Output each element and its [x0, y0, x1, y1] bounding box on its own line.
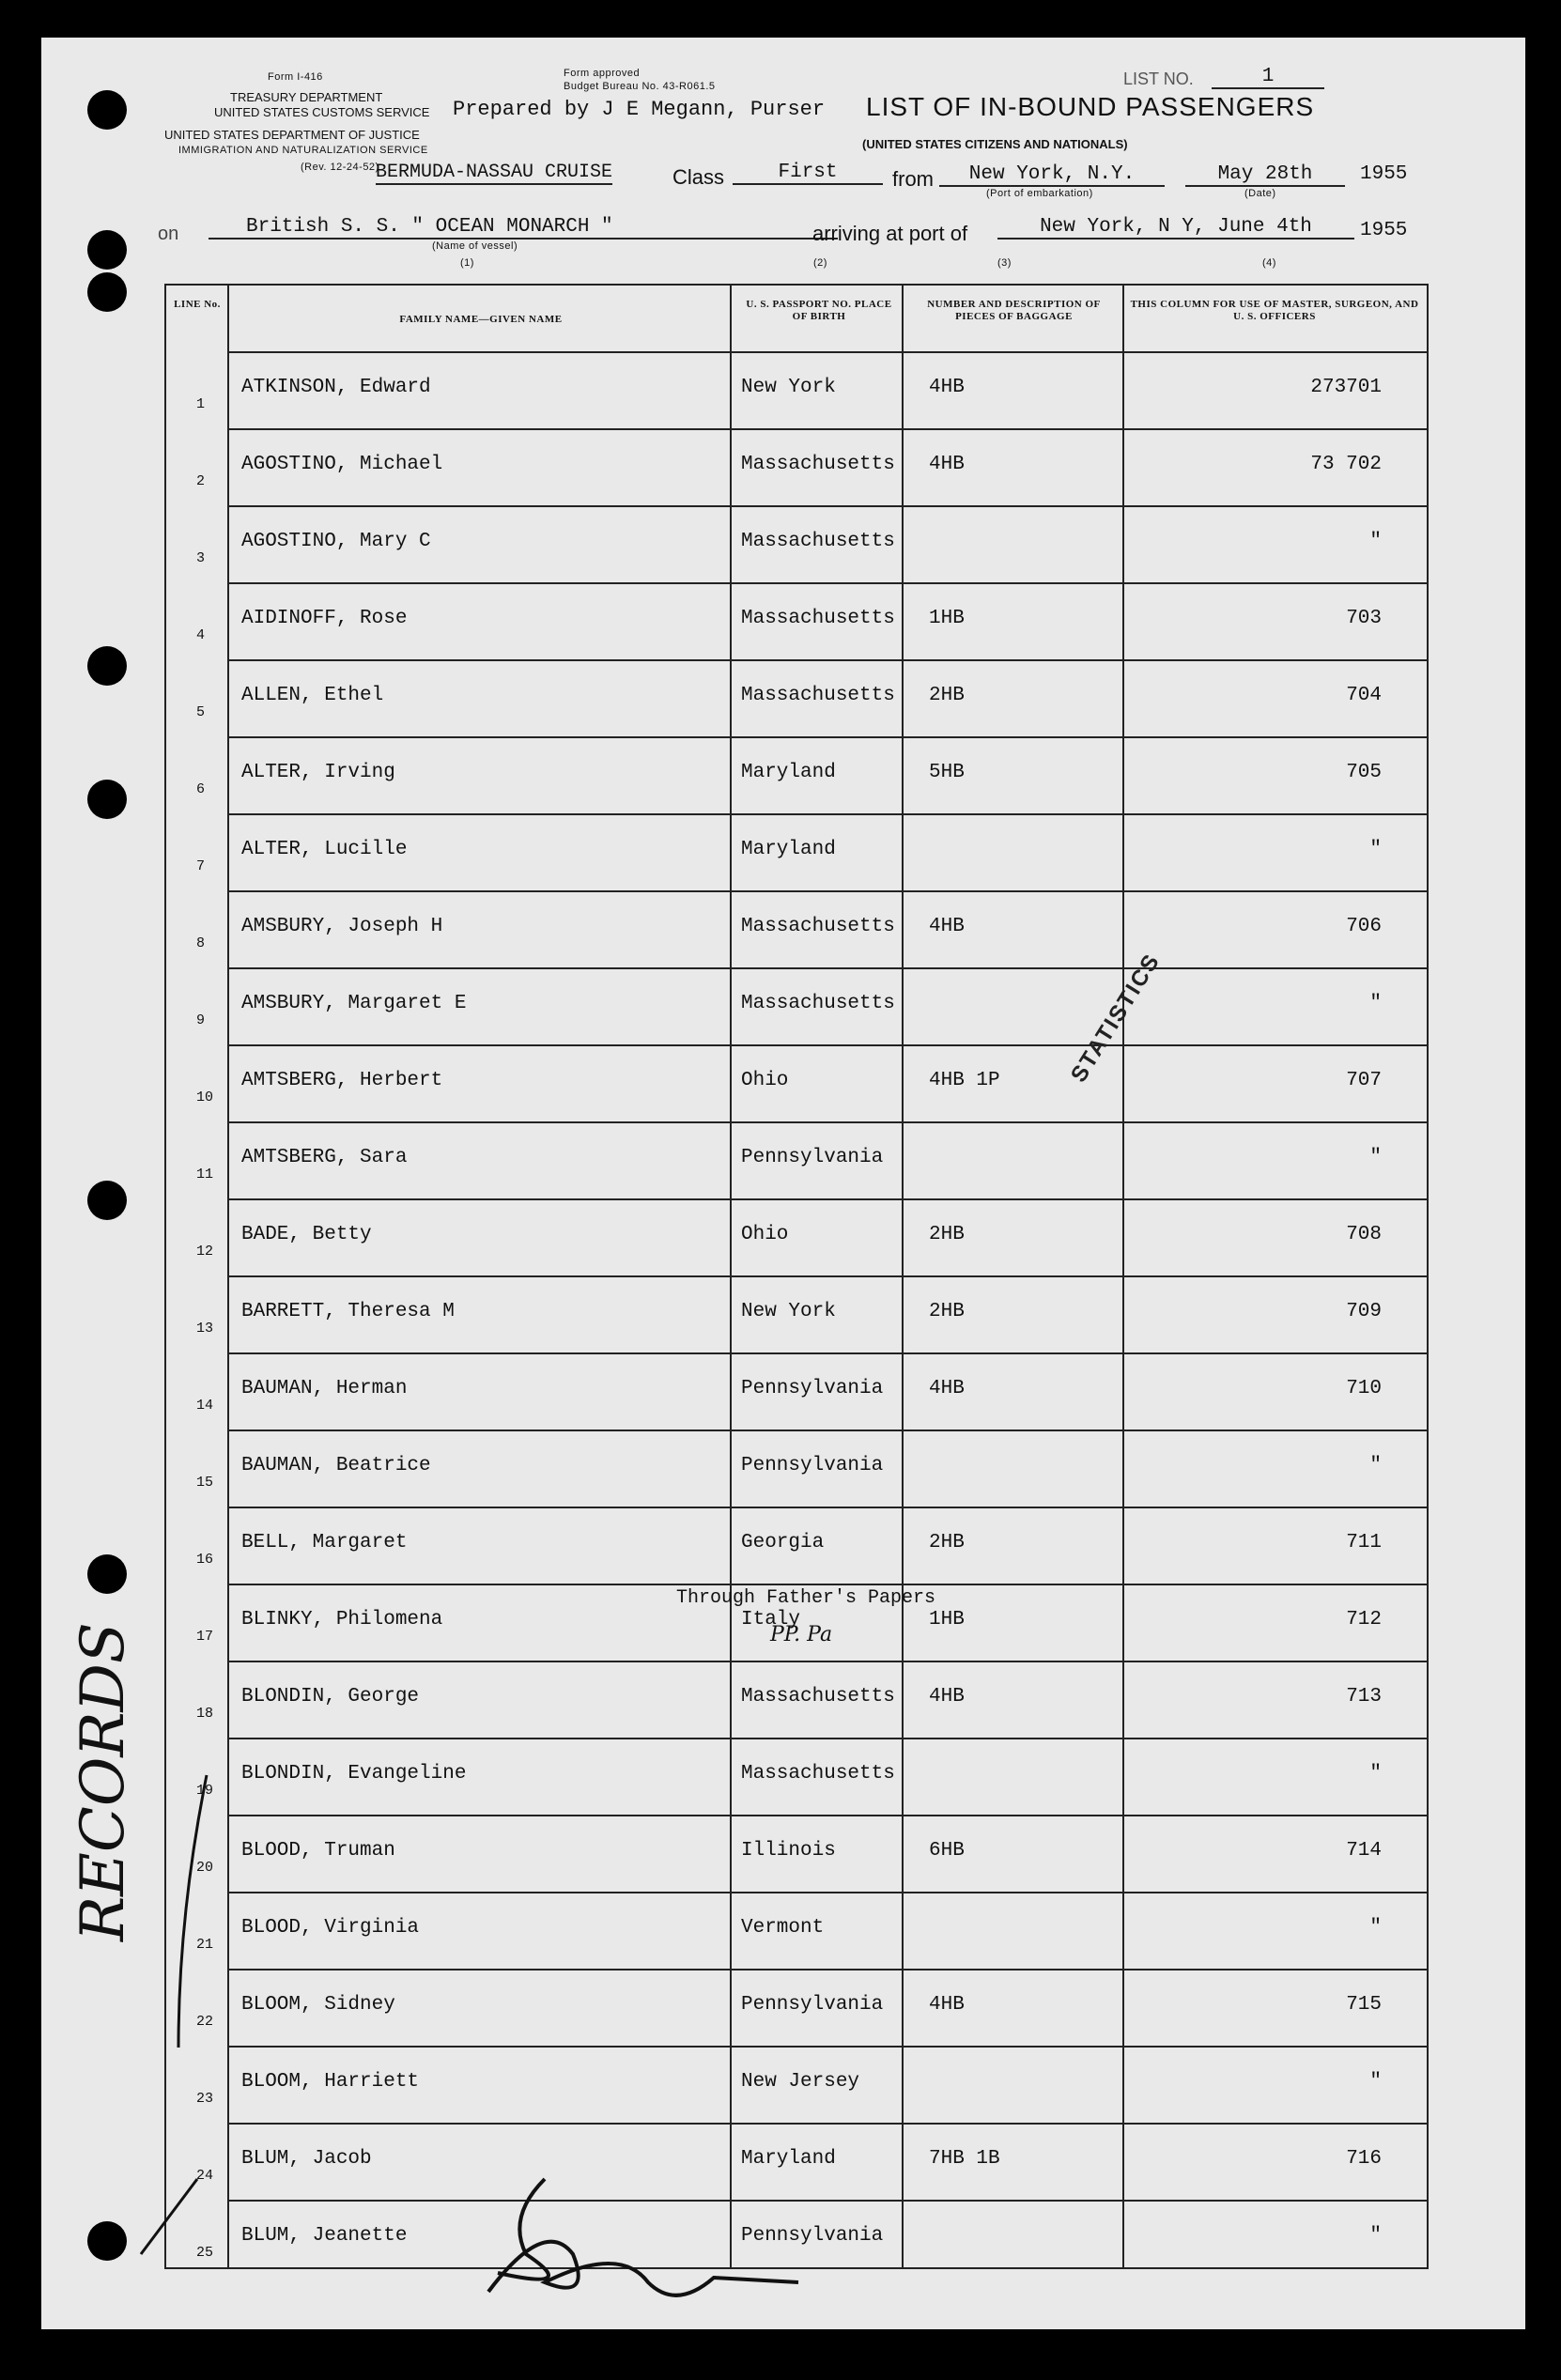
- prepared-by: Prepared by J E Megann, Purser: [453, 98, 826, 121]
- punch-hole: [87, 272, 127, 312]
- line-number: 23: [196, 2091, 214, 2107]
- table-row: [166, 351, 1427, 428]
- officer-number: 707: [1346, 1070, 1382, 1091]
- baggage: 2HB: [929, 1224, 965, 1245]
- place-of-birth: Maryland: [741, 762, 836, 783]
- officer-number: 708: [1346, 1224, 1382, 1245]
- officer-number: ": [1369, 1455, 1382, 1476]
- signature-stroke: [488, 2242, 798, 2295]
- passenger-name: AGOSTINO, Mary C: [241, 531, 431, 552]
- line-number: 6: [196, 781, 206, 797]
- place-of-birth: Maryland: [741, 2148, 836, 2170]
- line-number: 9: [196, 1012, 206, 1028]
- line-number: 1: [196, 396, 206, 412]
- place-of-birth: Pennsylvania: [741, 1994, 884, 2016]
- officer-number: 716: [1346, 2148, 1382, 2170]
- place-of-birth: Ohio: [741, 1224, 789, 1245]
- place-of-birth: Maryland: [741, 839, 836, 860]
- date-value: May 28th: [1185, 163, 1345, 187]
- place-of-birth: Massachusetts: [741, 454, 895, 475]
- punch-hole: [87, 780, 127, 819]
- baggage: 4HB: [929, 377, 965, 398]
- line-number: 8: [196, 935, 206, 951]
- place-of-birth: Illinois: [741, 1840, 836, 1862]
- place-of-birth: Pennsylvania: [741, 2225, 884, 2247]
- place-of-birth: Massachusetts: [741, 916, 895, 937]
- place-of-birth: Vermont: [741, 1917, 825, 1939]
- line-number: 2: [196, 473, 206, 489]
- table-row: [166, 890, 1427, 967]
- arriving-label: arriving at port of: [812, 222, 968, 245]
- passenger-name: AIDINOFF, Rose: [241, 608, 408, 629]
- year-2: 1955: [1360, 220, 1408, 241]
- statistics-stamp: STATISTICS: [1065, 949, 1166, 1088]
- department-of-justice: UNITED STATES DEPARTMENT OF JUSTICE: [164, 128, 420, 142]
- place-of-birth: Italy: [741, 1609, 801, 1630]
- officer-number: 709: [1346, 1301, 1382, 1322]
- place-of-birth: Ohio: [741, 1070, 789, 1091]
- passenger-name: BLINKY, Philomena: [241, 1609, 443, 1630]
- line-number: 18: [196, 1706, 214, 1722]
- baggage: 2HB: [929, 685, 965, 706]
- class-value: First: [733, 162, 883, 185]
- line-number: 17: [196, 1629, 214, 1645]
- passenger-name: AGOSTINO, Michael: [241, 454, 443, 475]
- table-row: [166, 428, 1427, 505]
- passenger-name: BARRETT, Theresa M: [241, 1301, 455, 1322]
- passenger-name: BLOOM, Sidney: [241, 1994, 395, 2016]
- passenger-name: AMTSBERG, Herbert: [241, 1070, 443, 1091]
- passenger-name: BLOOM, Harriett: [241, 2071, 420, 2093]
- passenger-name: ATKINSON, Edward: [241, 377, 431, 398]
- header-officers: THIS COLUMN FOR USE OF MASTER, SURGEON, AND U. S. OFFICERS: [1130, 299, 1419, 322]
- place-of-birth: Georgia: [741, 1532, 825, 1553]
- officer-number: 711: [1346, 1532, 1382, 1553]
- passenger-name: BLONDIN, Evangeline: [241, 1763, 467, 1785]
- passenger-name: BLOOD, Virginia: [241, 1917, 420, 1939]
- table-row: [166, 1275, 1427, 1352]
- table-row: [166, 1430, 1427, 1507]
- from-value: New York, N.Y.: [939, 163, 1165, 187]
- table-row: [166, 1121, 1427, 1198]
- passenger-name: BLUM, Jacob: [241, 2148, 372, 2170]
- officer-number: 713: [1346, 1686, 1382, 1708]
- officer-number: ": [1369, 1917, 1382, 1939]
- line-number: 14: [196, 1398, 214, 1414]
- table-row: [166, 1198, 1427, 1275]
- margin-pen-stroke: [141, 1775, 207, 2254]
- table-row: [166, 1044, 1427, 1121]
- officer-number: ": [1369, 2071, 1382, 2093]
- passenger-name: BLONDIN, George: [241, 1686, 420, 1708]
- form-number: Form I-416: [268, 71, 323, 83]
- passenger-name: BLUM, Jeanette: [241, 2225, 408, 2247]
- baggage: 1HB: [929, 608, 965, 629]
- line-number: 19: [196, 1783, 214, 1799]
- place-of-birth: Massachusetts: [741, 608, 895, 629]
- place-of-birth: New Jersey: [741, 2071, 860, 2093]
- table-row: [166, 736, 1427, 813]
- form-approved: Form approved: [564, 68, 641, 79]
- treasury-department: TREASURY DEPARTMENT: [230, 90, 383, 104]
- table-row: [166, 582, 1427, 659]
- place-of-birth: Massachusetts: [741, 1763, 895, 1785]
- through-fathers-papers: Through Father's Papers: [676, 1587, 936, 1609]
- passenger-name: BELL, Margaret: [241, 1532, 408, 1553]
- officer-number: 706: [1346, 916, 1382, 937]
- line-number: 7: [196, 858, 206, 874]
- baggage: 4HB: [929, 1378, 965, 1399]
- table-row: [166, 813, 1427, 890]
- baggage: 6HB: [929, 1840, 965, 1862]
- header-name: FAMILY NAME—GIVEN NAME: [399, 314, 563, 325]
- officer-number: 73 702: [1310, 454, 1382, 475]
- list-subtitle: (UNITED STATES CITIZENS AND NATIONALS): [862, 137, 1128, 151]
- vessel-caption: (Name of vessel): [432, 240, 518, 252]
- list-title: LIST OF IN-BOUND PASSENGERS: [866, 92, 1315, 121]
- records-margin-note: RECORDS: [69, 1622, 138, 1941]
- place-of-birth: Pennsylvania: [741, 1455, 884, 1476]
- arriving-value: New York, N Y, June 4th: [997, 216, 1354, 240]
- date-caption: (Date): [1244, 188, 1276, 199]
- line-number: 5: [196, 704, 206, 720]
- place-of-birth: Pennsylvania: [741, 1378, 884, 1399]
- baggage: 7HB 1B: [929, 2148, 1000, 2170]
- table-row: [166, 1352, 1427, 1430]
- passenger-name: BAUMAN, Herman: [241, 1378, 408, 1399]
- line-number: 22: [196, 2014, 214, 2030]
- header-passport: U. S. PASSPORT NO. PLACE OF BIRTH: [746, 299, 892, 322]
- from-caption: (Port of embarkation): [986, 188, 1093, 199]
- list-no-value: 1: [1212, 66, 1324, 89]
- customs-service: UNITED STATES CUSTOMS SERVICE: [214, 105, 430, 119]
- officer-number: ": [1369, 839, 1382, 860]
- column-number-4: (4): [1262, 257, 1276, 269]
- immigration-service: IMMIGRATION AND NATURALIZATION SERVICE: [178, 145, 428, 156]
- baggage: 4HB: [929, 916, 965, 937]
- signature: [432, 2179, 827, 2329]
- year-1: 1955: [1360, 163, 1408, 185]
- passenger-name: BAUMAN, Beatrice: [241, 1455, 431, 1476]
- passenger-name: AMSBURY, Joseph H: [241, 916, 443, 937]
- baggage: 4HB 1P: [929, 1070, 1000, 1091]
- officer-number: 273701: [1310, 377, 1382, 398]
- baggage: 2HB: [929, 1532, 965, 1553]
- table-row: [166, 659, 1427, 736]
- table-row: [166, 505, 1427, 582]
- passenger-name: BADE, Betty: [241, 1224, 372, 1245]
- line-number: 25: [196, 2245, 214, 2261]
- line-number: 13: [196, 1321, 214, 1337]
- officer-number: 703: [1346, 608, 1382, 629]
- line-number: 11: [196, 1167, 214, 1182]
- officer-number: 710: [1346, 1378, 1382, 1399]
- table-row: [166, 967, 1427, 1044]
- place-of-birth: New York: [741, 377, 836, 398]
- baggage: 4HB: [929, 1686, 965, 1708]
- line-number: 12: [196, 1244, 214, 1260]
- line-number: 24: [196, 2168, 214, 2184]
- place-of-birth: Pennsylvania: [741, 1147, 884, 1168]
- passenger-name: AMTSBERG, Sara: [241, 1147, 408, 1168]
- from-label: from: [892, 167, 934, 191]
- place-of-birth: Massachusetts: [741, 685, 895, 706]
- column-number-3: (3): [997, 257, 1012, 269]
- line-number: 10: [196, 1090, 214, 1105]
- column-number-2: (2): [813, 257, 827, 269]
- punch-hole: [87, 230, 127, 270]
- passenger-name: AMSBURY, Margaret E: [241, 993, 467, 1014]
- officer-number: 715: [1346, 1994, 1382, 2016]
- cruise-name: BERMUDA-NASSAU CRUISE: [376, 162, 613, 183]
- place-of-birth: New York: [741, 1301, 836, 1322]
- officer-number: 712: [1346, 1609, 1382, 1630]
- place-of-birth: Massachusetts: [741, 531, 895, 552]
- line-number: 4: [196, 627, 206, 643]
- budget-bureau: Budget Bureau No. 43-R061.5: [564, 81, 716, 92]
- officer-number: 714: [1346, 1840, 1382, 1862]
- header-line-no: LINE No.: [174, 299, 221, 310]
- passenger-name: ALLEN, Ethel: [241, 685, 384, 706]
- punch-hole: [87, 646, 127, 686]
- officer-number: ": [1369, 531, 1382, 552]
- header-baggage: NUMBER AND DESCRIPTION OF PIECES OF BAGGAGE: [927, 299, 1101, 322]
- vessel-value: British S. S. " OCEAN MONARCH ": [209, 216, 838, 240]
- handwritten-initials: PP. Pa: [770, 1623, 833, 1646]
- column-number-1: (1): [460, 257, 474, 269]
- revision: (Rev. 12-24-52): [301, 162, 379, 173]
- line-number: 21: [196, 1937, 214, 1953]
- line-number: 16: [196, 1552, 214, 1568]
- list-no-label: LIST NO.: [1123, 70, 1194, 88]
- line-number: 15: [196, 1475, 214, 1491]
- punch-hole: [87, 1181, 127, 1220]
- officer-number: 705: [1346, 762, 1382, 783]
- baggage: 5HB: [929, 762, 965, 783]
- baggage: 2HB: [929, 1301, 965, 1322]
- baggage: 1HB: [929, 1609, 965, 1630]
- place-of-birth: Massachusetts: [741, 993, 895, 1014]
- officer-number: ": [1369, 1763, 1382, 1785]
- officer-number: ": [1369, 993, 1382, 1014]
- line-number: 3: [196, 550, 206, 566]
- class-label: Class: [672, 165, 725, 189]
- passenger-name: ALTER, Irving: [241, 762, 395, 783]
- punch-hole: [87, 90, 127, 130]
- place-of-birth: Massachusetts: [741, 1686, 895, 1708]
- officer-number: ": [1369, 1147, 1382, 1168]
- officer-number: 704: [1346, 685, 1382, 706]
- officer-number: ": [1369, 2225, 1382, 2247]
- passenger-name: ALTER, Lucille: [241, 839, 408, 860]
- baggage: 4HB: [929, 454, 965, 475]
- on-label: on: [158, 224, 179, 244]
- passenger-name: BLOOD, Truman: [241, 1840, 395, 1862]
- baggage: 4HB: [929, 1994, 965, 2016]
- line-number: 20: [196, 1860, 214, 1876]
